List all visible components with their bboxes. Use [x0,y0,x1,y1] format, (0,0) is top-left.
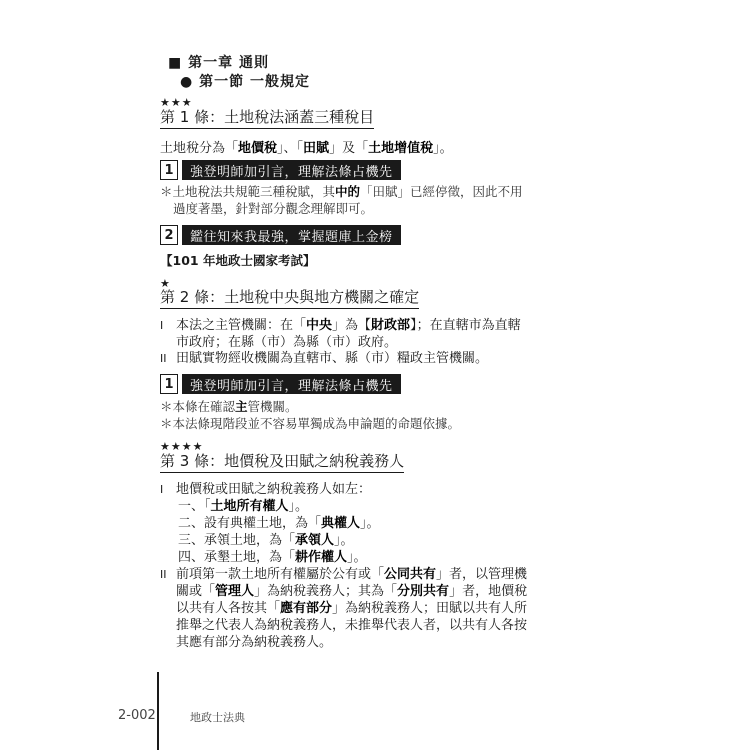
section-heading: ● 第一節 一般規定 [180,74,310,90]
article-1-stars: ★★★ [160,96,193,109]
footer-divider [157,672,159,750]
article-1-banner-1 [160,160,401,180]
article-2-para-1-line-2: 市政府；在縣（市）為縣（市）政府。 [176,335,398,350]
article-3-item-3: 三、承領土地，為「承領人」。 [178,533,354,548]
article-2-para-2: II 田賦實物經收機關為直轄市、縣（市）糧政主管機關。 [160,351,489,366]
article-1-body: 土地稅分為「地價稅」、「田賦」及「土地增值稅」。 [160,141,453,156]
article-3-para-2-line-1: II 前項第一款土地所有權屬於公有或「公同共有」者，以管理機 [160,567,528,582]
banner-number: 2 [160,225,178,245]
banner-text: 鑑往知來我最強，掌握題庫上金榜 [182,225,401,245]
article-3-para-2-line-2: 關或「管理人」為納稅義務人；其為「分別共有」者，地價稅 [176,584,528,599]
article-3-para-1: I 地價稅或田賦之納稅義務人如左： [160,482,372,497]
article-1-note-line-1: ＊土地稅法共規範三種稅賦，其中的「田賦」已經停徵，因此不用 [160,184,523,199]
banner-number: 1 [160,374,178,394]
banner-number: 1 [160,160,178,180]
article-2-note-1: ＊本條在確認主管機關。 [160,399,298,414]
exam-reference: 【101 年地政士國家考試】 [160,253,316,268]
article-1-note-line-2: 過度著墨，針對部分觀念理解即可。 [173,201,374,216]
article-3-item-1: 一、「土地所有權人」。 [178,499,309,514]
article-2-banner [160,374,401,394]
article-3-item-2: 二、設有典權土地，為「典權人」。 [178,516,380,531]
article-2-note-2: ＊本法條現階段並不容易單獨成為申論題的命題依據。 [160,416,461,431]
banner-text: 強登明師加引言，理解法條占機先 [182,160,401,180]
article-2-stars: ★ [160,277,171,290]
chapter-heading: ■ 第一章 通則 [168,55,269,71]
article-1-title: 第 1 條：土地稅法涵蓋三種稅目 [160,108,374,129]
page-number: 2-002 [118,708,156,723]
article-3-para-2-line-5: 其應有部分為納稅義務人。 [176,635,333,650]
article-3-para-2-line-3: 以共有人各按其「應有部分」為納稅義務人；田賦以共有人所 [176,601,528,616]
article-1-banner-2 [160,225,401,245]
article-2-title: 第 2 條：土地稅中央與地方機關之確定 [160,288,419,309]
article-3-para-2-line-4: 推舉之代表人為納稅義務人，未推舉代表人者，以共有人各按 [176,618,528,633]
banner-text: 強登明師加引言，理解法條占機先 [182,374,401,394]
article-3-title: 第 3 條：地價稅及田賦之納稅義務人 [160,452,404,473]
article-2-para-1-line-1: I 本法之主管機關：在「中央」為【財政部】；在直轄市為直轄 [160,318,521,333]
article-3-stars: ★★★★ [160,440,204,453]
article-3-item-4: 四、承墾土地，為「耕作權人」。 [178,550,367,565]
book-title: 地政士法典 [190,711,245,724]
